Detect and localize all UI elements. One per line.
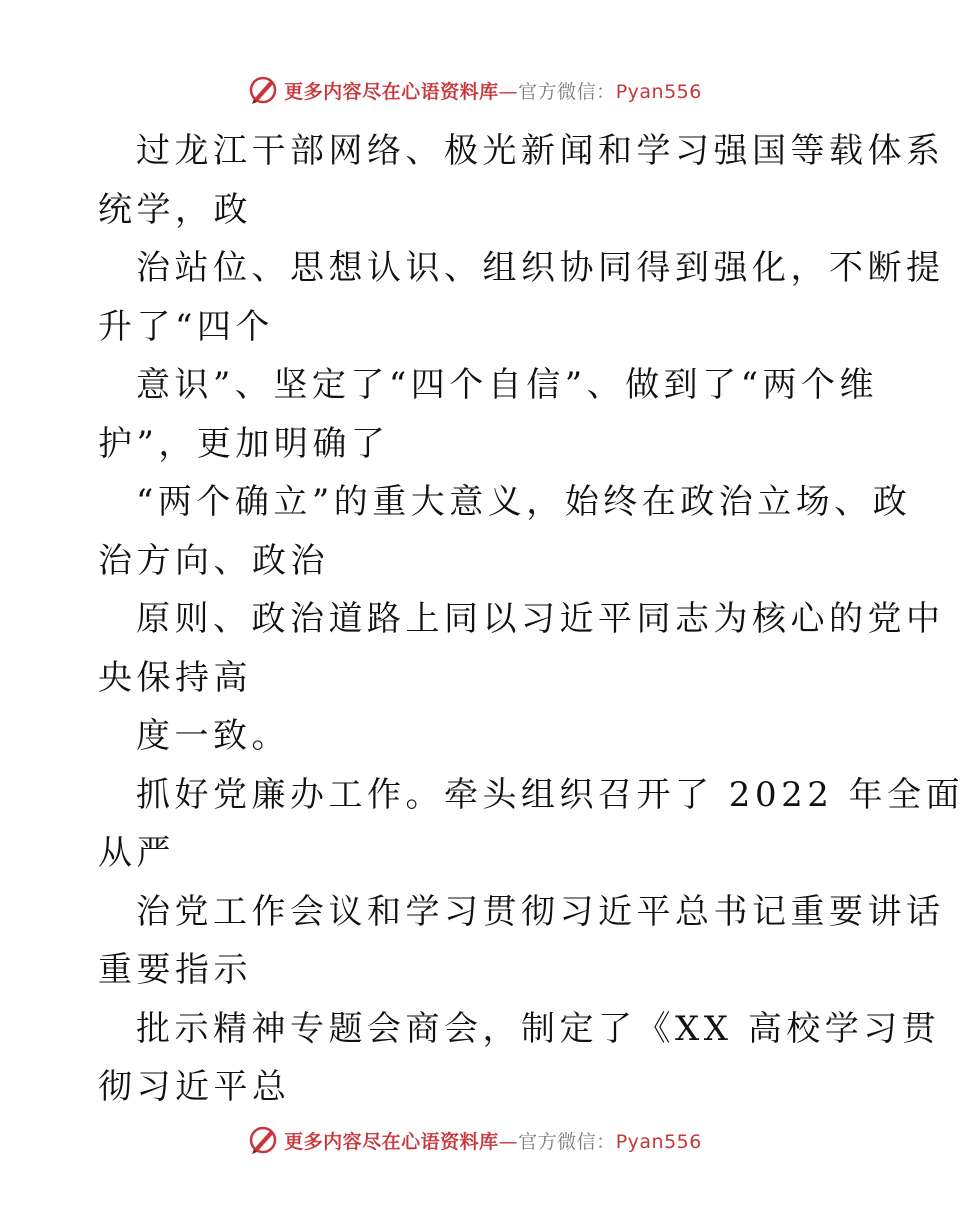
body-line: 护”，更加明确了 (98, 423, 390, 464)
pen-logo-icon (248, 1125, 278, 1155)
body-line: 意识”、坚定了“四个自信”、做到了“两个维 (136, 365, 879, 405)
header-banner-id: Pyan556 (615, 80, 702, 103)
body-line: 过龙江干部网络、极光新闻和学习强国等载体系 (136, 131, 945, 171)
footer-banner-text (284, 1127, 702, 1154)
body-line: 批示精神专题会商会，制定了《XX 高校学习贯 (136, 1008, 941, 1049)
body-line: 治站位、思想认识、组织协同得到强化，不断提 (136, 248, 945, 288)
footer-banner-label: 官方微信： (518, 1130, 616, 1153)
header-banner-text (284, 77, 702, 104)
header-banner-main: 更多内容尽在心语资料库 (284, 80, 499, 103)
body-line: 抓好党廉办工作。牵头组织召开了 2022 年全面 (136, 774, 964, 815)
footer-banner-dash: — (498, 1130, 519, 1153)
body-line: 治方向、政治 (98, 540, 329, 581)
body-line: 从严 (98, 833, 175, 873)
body-line: 统学，政 (98, 189, 252, 230)
pen-logo-icon (248, 75, 278, 105)
body-line: 升了“四个 (98, 306, 274, 347)
body-line: 央保持高 (98, 657, 252, 698)
footer-watermark-banner (0, 1120, 950, 1160)
body-line: 重要指示 (98, 950, 252, 990)
body-line: 彻习近平总 (98, 1067, 291, 1107)
body-line: 治党工作会议和学习贯彻习近平总书记重要讲话 (136, 891, 945, 932)
header-banner-dash: — (498, 80, 519, 103)
header-watermark-banner (0, 70, 950, 110)
footer-banner-id: Pyan556 (615, 1130, 702, 1153)
body-line: 原则、政治道路上同以习近平同志为核心的党中 (136, 599, 945, 639)
document-body (98, 122, 964, 1117)
footer-banner-main: 更多内容尽在心语资料库 (284, 1130, 499, 1153)
header-banner-label: 官方微信： (518, 80, 616, 103)
body-line: “两个确立”的重大意义，始终在政治立场、政 (136, 482, 912, 522)
body-line: 度一致。 (136, 716, 290, 756)
